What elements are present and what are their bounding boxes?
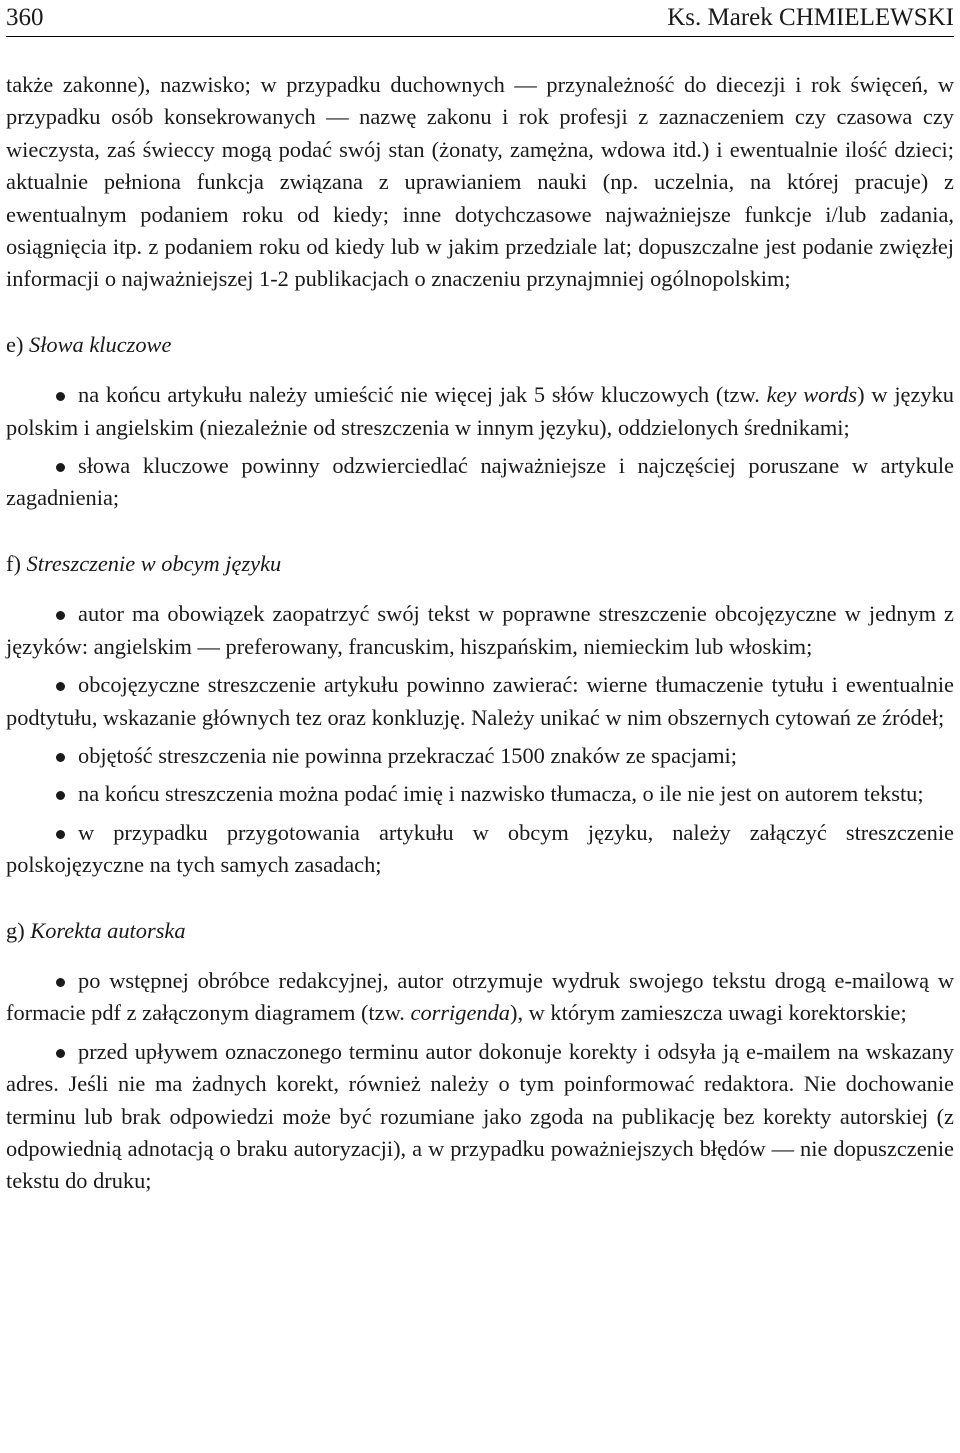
bullet-icon [56,830,65,839]
list-item: na końcu artykułu należy umieścić nie więcej jak 5 słów kluczowych (tzw. key words) w języku polskim i angielskim (niezależnie od streszczenia w innym języku), oddzielonych średnikami; [6,382,954,440]
bullet-icon [56,791,65,800]
list-item: po wstępnej obróbce redakcyjnej, autor otrzymuje wydruk swojego tekstu drogą e-mailową w formacie pdf z załączonym diagramem (tzw. corrigenda), w którym zamieszcza uwagi korektorskie; [6,967,954,1026]
list-item: autor ma obowiązek zaopatrzyć swój tekst w poprawne streszczenie obcojęzyczne w jednym z języków: angielskim — preferowany, francuskim, hiszpańskim, niemieckim lub włoskim; [6,601,954,659]
section-label: f) [6,550,21,576]
page-number: 360 [6,4,44,31]
bullet-icon [56,753,65,762]
intro-paragraph: także zakonne), nazwisko; w przypadku duchownych — przynależność do diecezji i rok święceń, w przypadku osób konsekrowanych — nazwę zakonu i rok profesji z zaznaczeniem czy czasowa czy wieczysta, zaś świeccy mogą podać swój stan (żonaty, zamężna, wdowa itd.) i ewentualnie ilość dzieci; aktualnie pełniona funkcja związana z uprawianiem nauki (np. uczelnia, na której pracuje) z ewentualnym podaniem roku od kiedy; inne dotychczasowe najważniejsze funkcje i/lub zadania, osiągnięcia itp. z podaniem roku od kiedy lub w jakim przedziale lat; dopuszczalne jest podanie zwięzłej informacji o najważniejszej 1-2 publikacjach o znaczeniu przynajmniej ogólnopolskim; [6,72,954,292]
list-item: na końcu streszczenia można podać imię i nazwisko tłumacza, o ile nie jest on autorem tekstu; [6,778,954,810]
document-body [6,69,954,1198]
section-label: e) [6,331,24,357]
list-item: objętość streszczenia nie powinna przekraczać 1500 znaków ze spacjami; [6,740,954,772]
bullet-icon [56,392,65,401]
bullet-icon [56,978,65,987]
section-label: g) [6,917,25,943]
section-heading-keywords [6,329,954,361]
running-head [6,0,954,37]
bullet-icon [56,463,65,472]
list-item: w przypadku przygotowania artykułu w obcym języku, należy załączyć streszczenie polskojęzyczne na tych samych zasadach; [6,819,954,878]
section-title: Korekta autorska [30,917,186,943]
running-head-author: Ks. Marek CHMIELEWSKI [667,4,954,31]
list-item: słowa kluczowe powinny odzwierciedlać najważniejsze i najczęściej poruszane w artykule zagadnienia; [6,453,954,511]
section-title: Streszczenie w obcym języku [26,550,282,576]
bullet-icon [56,682,65,691]
bullet-icon [56,1049,65,1058]
section-heading-proofreading [6,915,954,947]
list-item: przed upływem oznaczonego terminu autor dokonuje korekty i odsyła ją e-mailem na wskazany adres. Jeśli nie ma żadnych korekt, również należy o tym poinformować redaktora. Nie dochowanie terminu lub brak odpowiedzi może być rozumiane jako zgoda na publikację bez korekty autorskiej (z odpowiednią adnotacją o braku autoryzacji), a w przypadku poważniejszych błędów — nie dopuszczenie tekstu do druku; [6,1038,954,1194]
bullet-icon [56,611,65,620]
section-title: Słowa kluczowe [29,331,172,357]
section-heading-abstract [6,548,954,580]
list-item: obcojęzyczne streszczenie artykułu powinno zawierać: wierne tłumaczenie tytułu i ewentualnie podtytułu, wskazanie głównych tez oraz konkluzję. Należy unikać w nim obszernych cytowań ze źródeł; [6,672,954,730]
